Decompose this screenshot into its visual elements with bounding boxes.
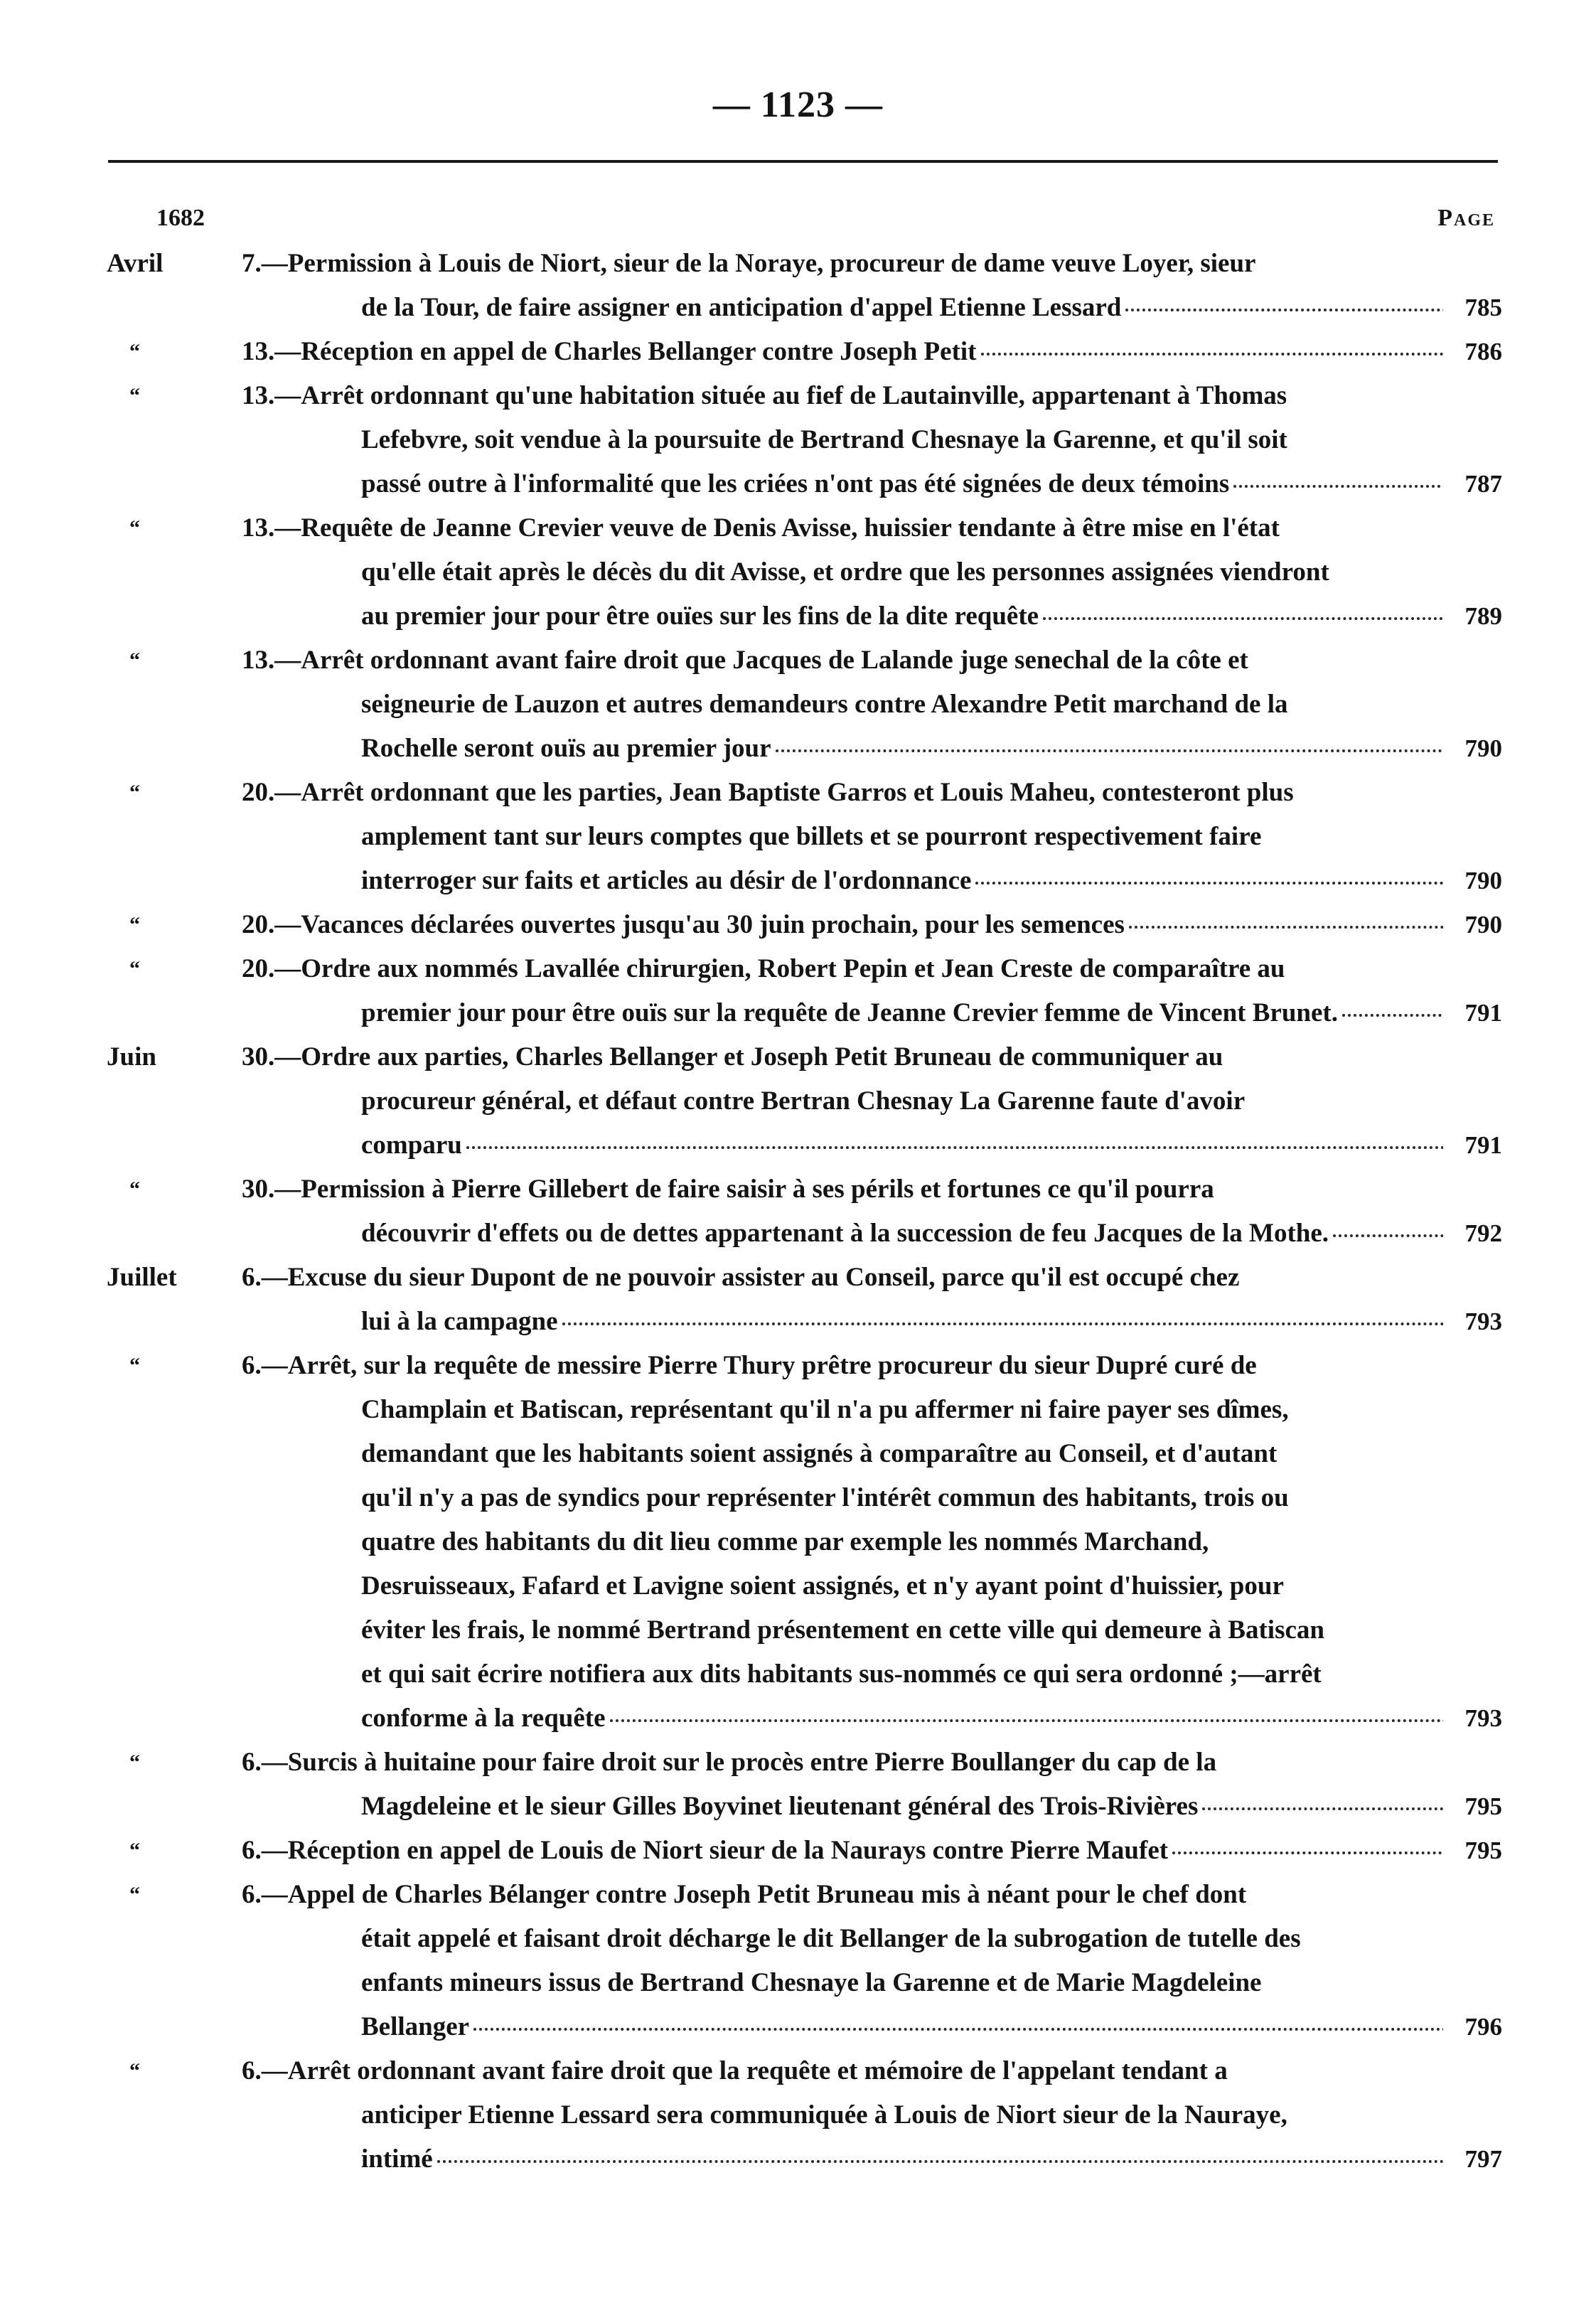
entry-line: quatre des habitants du dit lieu comme par exemple les nommés Marchand, (361, 1527, 1209, 1556)
entry-line: procureur général, et défaut contre Bertran Chesnay La Garenne faute d'avoir (361, 1086, 1246, 1116)
entry-text (242, 1829, 1443, 1873)
entry-line: —Arrêt ordonnant avant faire droit que la requête et mémoire de l'appelant tendant a (261, 2056, 1228, 2085)
entry-line: enfants mineurs issus de Bertrand Chesnaye la Garenne et de Marie Magdeleine (361, 1968, 1262, 1997)
entry-line: —Arrêt ordonnant qu'une habitation située au fief de Lautainville, appartenant à Thomas (274, 381, 1287, 410)
ditto-mark: “ (129, 781, 140, 804)
entry-day: 6. (242, 1748, 262, 1777)
entry-line: qu'elle était après le décès du dit Avisse, et ordre que les personnes assignées viendront (361, 557, 1329, 587)
entry-month: Juillet (107, 1263, 177, 1292)
entry-day: 13. (242, 646, 275, 675)
index-entry (0, 330, 1596, 374)
entry-day: 6. (242, 1880, 262, 1909)
entry-text (242, 1741, 1443, 1829)
entry-line: amplement tant sur leurs comptes que billets et se pourront respectivement faire (361, 822, 1262, 851)
entry-line: —Excuse du sieur Dupont de ne pouvoir assister au Conseil, parce qu'il est occupé chez (261, 1263, 1240, 1292)
leader-dots (1043, 617, 1443, 620)
page-reference: 786 (1464, 338, 1502, 365)
entry-text (242, 1035, 1443, 1167)
entry-text (242, 374, 1443, 506)
entry-line: Bellanger (361, 2012, 470, 2041)
entry-line: était appelé et faisant droit décharge le dit Bellanger de la subrogation de tutelle des (361, 1924, 1301, 1953)
entry-day: 20. (242, 954, 275, 983)
index-entry (0, 771, 1596, 903)
entry-day: 20. (242, 910, 275, 939)
entry-line: intimé (361, 2144, 433, 2174)
page-reference: 797 (1464, 2145, 1502, 2173)
entry-line: —Surcis à huitaine pour faire droit sur le procès entre Pierre Boullanger du cap de la (261, 1748, 1217, 1777)
entry-line: demandant que les habitants soient assignés à comparaître au Conseil, et d'autant (361, 1439, 1278, 1468)
entry-line: —Requête de Jeanne Crevier veuve de Denis Avisse, huissier tendante à être mise en l'état (274, 513, 1280, 543)
index-entry (0, 1344, 1596, 1741)
leader-dots (1333, 1234, 1443, 1237)
ditto-mark: “ (129, 1883, 140, 1906)
index-entry (0, 947, 1596, 1035)
index-entry (0, 1256, 1596, 1344)
leader-dots (562, 1323, 1444, 1325)
entry-line: découvrir d'effets ou de dettes appartenant à la succession de feu Jacques de la Mothe. (361, 1219, 1329, 1248)
entry-text (242, 506, 1443, 638)
entry-line: —Arrêt ordonnant que les parties, Jean Baptiste Garros et Louis Maheu, contesteront plus (274, 778, 1294, 807)
leader-dots (1172, 1852, 1443, 1854)
entry-line: Desruisseaux, Fafard et Lavigne soient assignés, et n'y ayant point d'huissier, pour (361, 1571, 1284, 1601)
entry-text (242, 330, 1443, 374)
page-reference: 790 (1464, 867, 1502, 894)
entry-line: —Ordre aux nommés Lavallée chirurgien, Robert Pepin et Jean Creste de comparaître au (274, 954, 1285, 983)
ditto-mark: “ (129, 1354, 140, 1377)
page-reference: 791 (1464, 999, 1502, 1027)
index-entry (0, 374, 1596, 506)
page-number: — 1123 — (712, 85, 884, 125)
entry-line: au premier jour pour être ouïes sur les fins de la dite requête (361, 602, 1039, 631)
index-entry (0, 1829, 1596, 1873)
leader-dots (776, 749, 1443, 752)
ditto-mark: “ (129, 1177, 140, 1201)
entry-day: 13. (242, 513, 275, 543)
entry-text (242, 947, 1443, 1035)
ditto-mark: “ (129, 913, 140, 936)
ditto-mark: “ (129, 340, 140, 363)
entry-line: conforme à la requête (361, 1704, 606, 1733)
leader-dots (466, 1146, 1443, 1149)
leader-dots (975, 882, 1443, 885)
index-entry (0, 2049, 1596, 2181)
entry-day: 30. (242, 1042, 275, 1072)
ditto-mark: “ (129, 1839, 140, 1862)
page-reference: 792 (1464, 1219, 1502, 1247)
year-heading: 1682 (156, 205, 205, 231)
entry-day: 6. (242, 1351, 262, 1380)
entry-line: —Permission à Louis de Niort, sieur de la Noraye, procureur de dame veuve Loyer, sieur (261, 249, 1256, 278)
entry-line: et qui sait écrire notifiera aux dits habitants sus-nommés ce qui sera ordonné ;—arrêt (361, 1660, 1322, 1689)
entry-text (242, 1344, 1443, 1741)
entry-line: de la Tour, de faire assigner en anticipation d'appel Etienne Lessard (361, 293, 1122, 322)
entry-line: —Permission à Pierre Gillebert de faire saisir à ses périls et fortunes ce qu'il pourra (274, 1175, 1214, 1204)
entry-text (242, 638, 1443, 771)
page-reference: 795 (1464, 1792, 1502, 1820)
entry-day: 7. (242, 249, 262, 278)
page-reference: 790 (1464, 911, 1502, 939)
entry-day: 6. (242, 2056, 262, 2085)
entry-line: Lefebvre, soit vendue à la poursuite de Bertrand Chesnaye la Garenne, et qu'il soit (361, 425, 1287, 454)
entry-line: —Réception en appel de Louis de Niort sieur de la Naurays contre Pierre Maufet (261, 1836, 1169, 1865)
entry-line: —Vacances déclarées ouvertes jusqu'au 30 juin prochain, pour les semences (274, 910, 1125, 939)
entry-text (242, 1873, 1443, 2049)
entry-day: 30. (242, 1175, 275, 1204)
entry-day: 20. (242, 778, 275, 807)
page-reference: 790 (1464, 734, 1502, 762)
entry-line: Magdeleine et le sieur Gilles Boyvinet lieutenant général des Trois-Rivières (361, 1792, 1199, 1821)
ditto-mark: “ (129, 957, 140, 980)
entry-text (242, 771, 1443, 903)
leader-dots (1129, 926, 1443, 929)
entry-line: seigneurie de Lauzon et autres demandeurs contre Alexandre Petit marchand de la (361, 690, 1288, 719)
entry-text (242, 2049, 1443, 2181)
leader-dots (610, 1719, 1443, 1722)
entry-line: anticiper Etienne Lessard sera communiquée à Louis de Niort sieur de la Nauraye, (361, 2100, 1287, 2130)
entry-text (242, 1256, 1443, 1344)
page-reference: 793 (1464, 1308, 1502, 1335)
ditto-mark: “ (129, 2059, 140, 2083)
index-entry (0, 638, 1596, 771)
page-reference: 785 (1464, 294, 1502, 321)
ditto-mark: “ (129, 516, 140, 540)
index-entry (0, 1873, 1596, 2049)
index-entry (0, 1167, 1596, 1256)
entry-line: lui à la campagne (361, 1307, 558, 1336)
ditto-mark: “ (129, 648, 140, 672)
page-reference: 795 (1464, 1837, 1502, 1864)
entry-line: —Ordre aux parties, Charles Bellanger et Joseph Petit Bruneau de communiquer au (274, 1042, 1223, 1072)
entry-text (242, 1167, 1443, 1256)
entry-line: —Réception en appel de Charles Bellanger contre Joseph Petit (274, 337, 977, 366)
entry-line: Champlain et Batiscan, représentant qu'il n'a pu affermer ni faire payer ses dîmes, (361, 1395, 1289, 1424)
index-entry (0, 1741, 1596, 1829)
leader-dots (437, 2160, 1443, 2163)
leader-dots (981, 353, 1443, 356)
entry-line: —Arrêt ordonnant avant faire droit que Jacques de Lalande juge senechal de la côte et (274, 646, 1248, 675)
entry-line: —Appel de Charles Bélanger contre Joseph Petit Bruneau mis à néant pour le chef dont (261, 1880, 1247, 1909)
entry-month: Juin (107, 1042, 156, 1072)
leader-dots (473, 2028, 1443, 2031)
entry-line: —Arrêt, sur la requête de messire Pierre Thury prêtre procureur du sieur Dupré curé de (261, 1351, 1257, 1380)
page-reference: 791 (1464, 1131, 1502, 1159)
index-entry (0, 903, 1596, 947)
ditto-mark: “ (129, 384, 140, 407)
leader-dots (1202, 1807, 1443, 1810)
entry-line: passé outre à l'informalité que les criées n'ont pas été signées de deux témoins (361, 469, 1230, 498)
entry-text (242, 903, 1443, 947)
entry-day: 6. (242, 1836, 262, 1865)
page-reference: 793 (1464, 1704, 1502, 1732)
entry-day: 13. (242, 337, 275, 366)
page-reference: 787 (1464, 470, 1502, 498)
entry-line: premier jour pour être ouïs sur la requête de Jeanne Crevier femme de Vincent Brunet. (361, 998, 1338, 1027)
entry-day: 6. (242, 1263, 262, 1292)
index-entry (0, 1035, 1596, 1167)
leader-dots (1233, 485, 1443, 488)
entry-line: Rochelle seront ouïs au premier jour (361, 734, 771, 763)
entry-line: qu'il n'y a pas de syndics pour représenter l'intérêt commun des habitants, trois ou (361, 1483, 1289, 1512)
entry-line: comparu (361, 1131, 462, 1160)
leader-dots (1125, 309, 1443, 311)
page-reference: 789 (1464, 602, 1502, 630)
entry-day: 13. (242, 381, 275, 410)
page-reference: 796 (1464, 2013, 1502, 2041)
entry-line: éviter les frais, le nommé Bertrand présentement en cette ville qui demeure à Batiscan (361, 1615, 1324, 1645)
page-column-heading: Page (1437, 205, 1495, 231)
entry-text (242, 242, 1443, 330)
ditto-mark: “ (129, 1751, 140, 1774)
index-entry (0, 506, 1596, 638)
leader-dots (1342, 1014, 1443, 1017)
index-entry (0, 242, 1596, 330)
entry-month: Avril (107, 249, 164, 278)
entry-line: interroger sur faits et articles au désir de l'ordonnance (361, 866, 972, 895)
